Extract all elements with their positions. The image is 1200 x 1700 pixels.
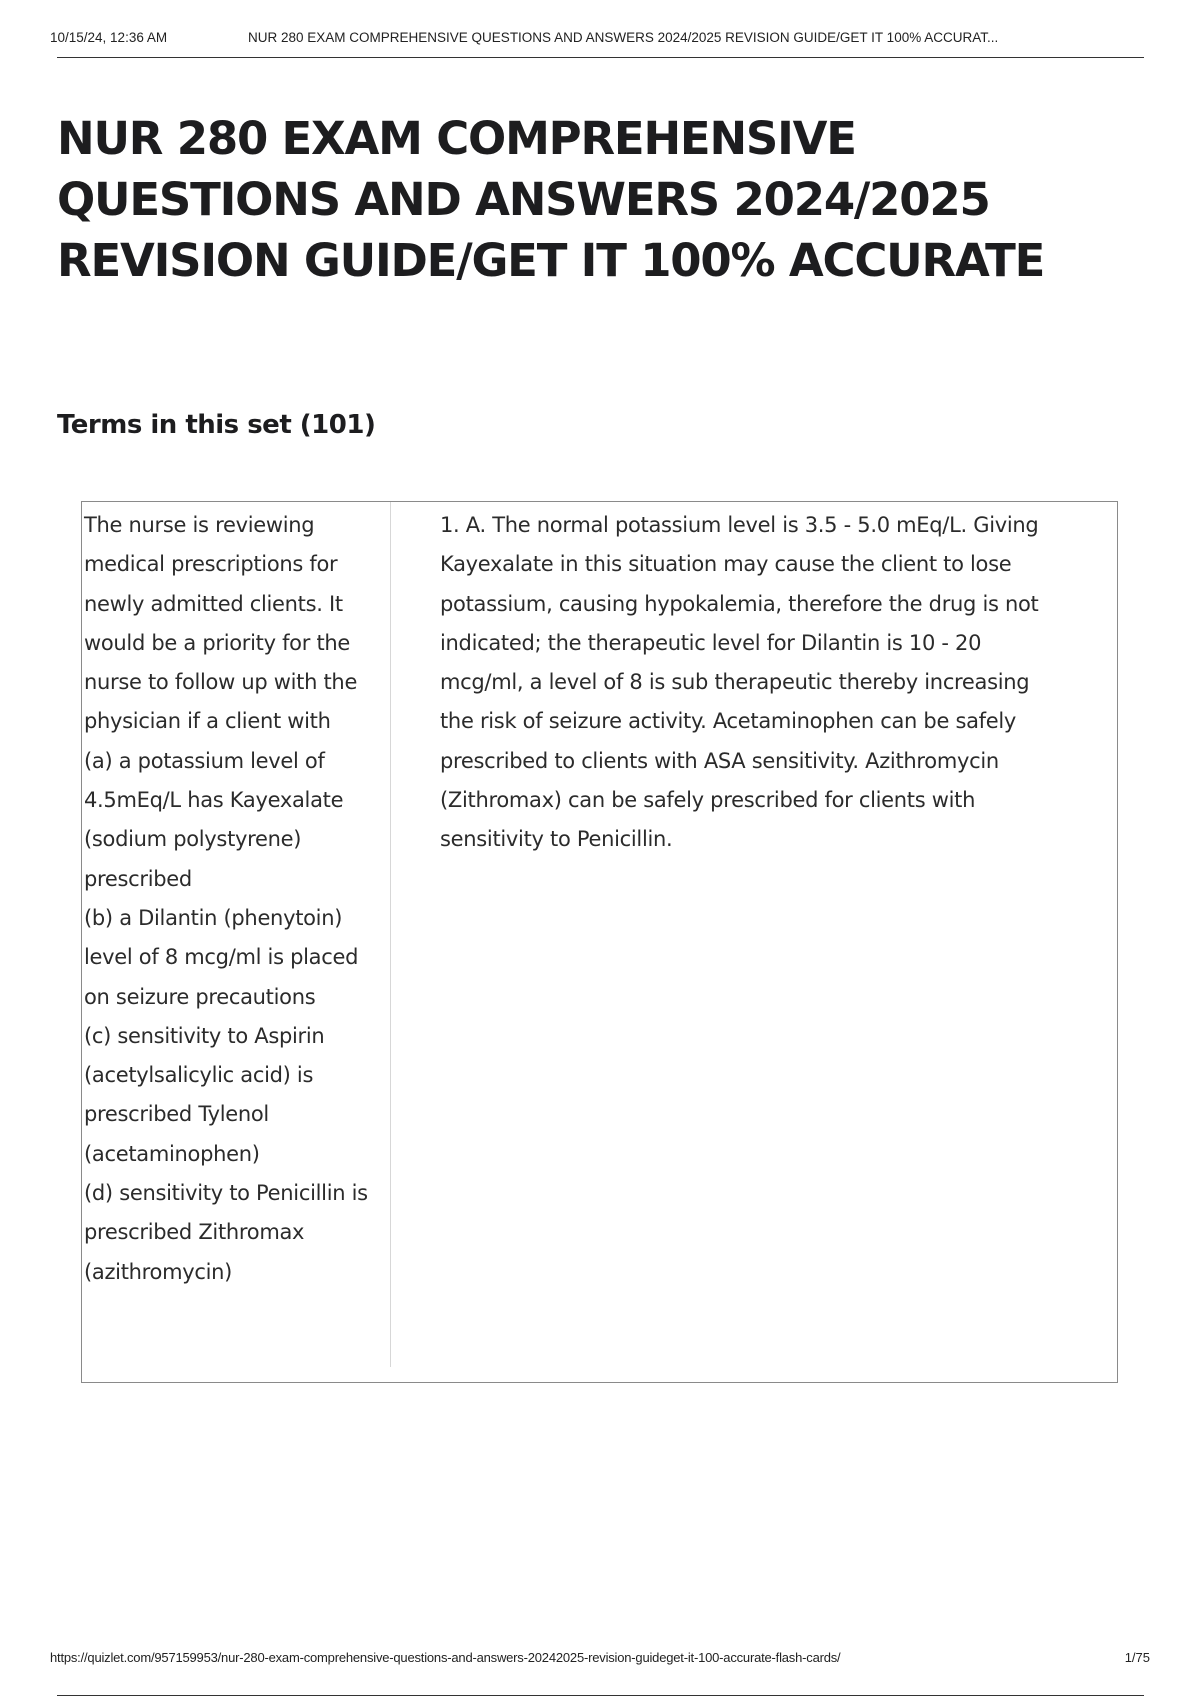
print-document-title: NUR 280 EXAM COMPREHENSIVE QUESTIONS AND ANSWERS 2024/2025 REVISION GUIDE/GET IT 100% ACCURAT... [248,30,999,45]
header-divider [57,57,1144,58]
flashcard-definition: 1. A. The normal potassium level is 3.5 - 5.0 mEq/L. Giving Kayexalate in this situation may cause the client to lose potassium, causing hypokalemia, therefore the drug is not indicated; the therapeutic level for Dilantin is 10 - 20 mcg/ml, a level of 8 is sub therapeutic thereby increasing the risk of seizure activity. Acetaminophen can be safely prescribed to clients with ASA sensitivity. Azithromycin (Zithromax) can be safely prescribed for clients with sensitivity to Penicillin. [440,513,1039,852]
flashcard-divider [390,502,391,1367]
page-url: https://quizlet.com/957159953/nur-280-exam-comprehensive-questions-and-answers-20242025-revision-guideget-it-100-accurate-flash-cards/ [50,1650,841,1665]
print-header [50,30,1146,58]
page-number: 1/75 [1124,1650,1150,1665]
flashcard [81,501,1118,1383]
terms-heading: Terms in this set (101) [57,410,376,440]
print-footer [50,1650,1150,1670]
page-title: NUR 280 EXAM COMPREHENSIVE QUESTIONS AND ANSWERS 2024/2025 REVISION GUIDE/GET IT 100% ACCURATE [57,112,1045,287]
footer-divider [57,1695,1144,1696]
print-timestamp: 10/15/24, 12:36 AM [50,30,168,45]
flashcard-term: The nurse is reviewing medical prescriptions for newly admitted clients. It would be a priority for the nurse to follow up with the physician if a client with (a) a potassium level of 4.5mEq/L has Kayexalate (sodium polystyrene) prescribed (b) a Dilantin (phenytoin) level of 8 mcg/ml is placed on seizure precautions (c) sensitivity to Aspirin (acetylsalicylic acid) is prescribed Tylenol (acetaminophen) (d) sensitivity to Penicillin is prescribed Zithromax (azithromycin) [84,513,368,1284]
